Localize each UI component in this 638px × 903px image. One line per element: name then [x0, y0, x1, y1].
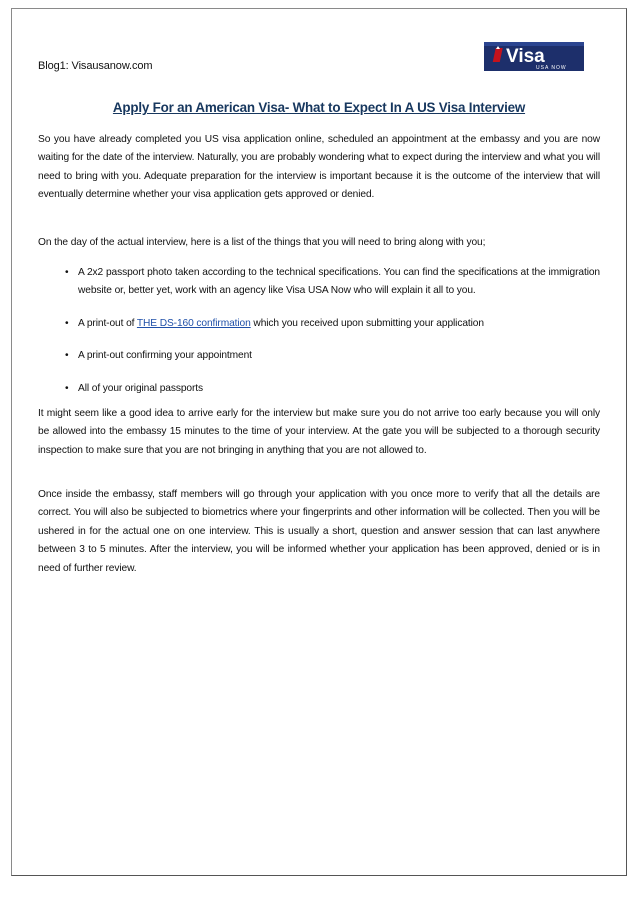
ds160-confirmation-link[interactable]: THE DS-160 confirmation — [136, 317, 251, 329]
logo-brand-text: Visa — [506, 46, 545, 67]
list-item — [38, 347, 600, 365]
list-item-text: which you received upon submitting your application — [250, 317, 484, 329]
list-item-text: A 2x2 passport photo taken according to the technical specifications. You can find the specifications at the immigration website or, better yet, work with an agency like Visa USA Now who will explain it all to you. — [78, 267, 600, 297]
logo-sub-text: USA NOW — [536, 65, 567, 71]
bullet-icon: • — [65, 382, 69, 394]
bullet-icon: • — [65, 317, 69, 329]
bullet-icon: • — [65, 267, 69, 278]
document-header-label: Blog1: Visausanow.com — [38, 60, 153, 72]
list-item-text: A print-out confirming your appointment — [78, 350, 252, 362]
list-item — [38, 264, 600, 301]
interview-paragraph: Once inside the embassy, staff members will go through your application with you once more to verify that all the details are correct. You will also be subjected to biometrics where your fingerprints and other information will be collected. Then you will be ushered in for the actual one on one interview. This is usually a short, question and answer session that can last anywhere between 3 to 5 minutes. After the interview, you will be informed whether your application has been approved, denied or is in need of further review. — [38, 489, 600, 574]
bring-items-list — [38, 264, 600, 398]
list-intro-paragraph: On the day of the actual interview, here is a list of the things that you will need to bring along with you; — [38, 237, 486, 248]
list-item — [38, 315, 600, 333]
arrival-paragraph: It might seem like a good idea to arrive early for the interview but make sure you do not arrive too early because you will only be allowed into the embassy 15 minutes to the time of your interview. At the gate you will be subjected to a thorough security inspection to make sure that you are not bringing in anything that you are not allowed to. — [38, 408, 600, 456]
page-title: Apply For an American Visa- What to Expect In A US Visa Interview — [112, 100, 526, 115]
intro-paragraph: So you have already completed you US visa application online, scheduled an appointment at the embassy and you are now waiting for the date of the interview. Naturally, you are probably wondering what to expect during the interview and what you will need to bring with you. Adequate preparation for the interview is important because it is the outcome of the interview that will eventually determine whether your visa application gets approved or denied. — [38, 134, 600, 201]
list-item-text: A print-out of — [78, 317, 137, 329]
bullet-icon: • — [65, 350, 69, 362]
list-item-text: All of your original passports — [78, 382, 203, 394]
visa-usa-now-logo — [484, 42, 584, 71]
list-item — [38, 380, 600, 398]
